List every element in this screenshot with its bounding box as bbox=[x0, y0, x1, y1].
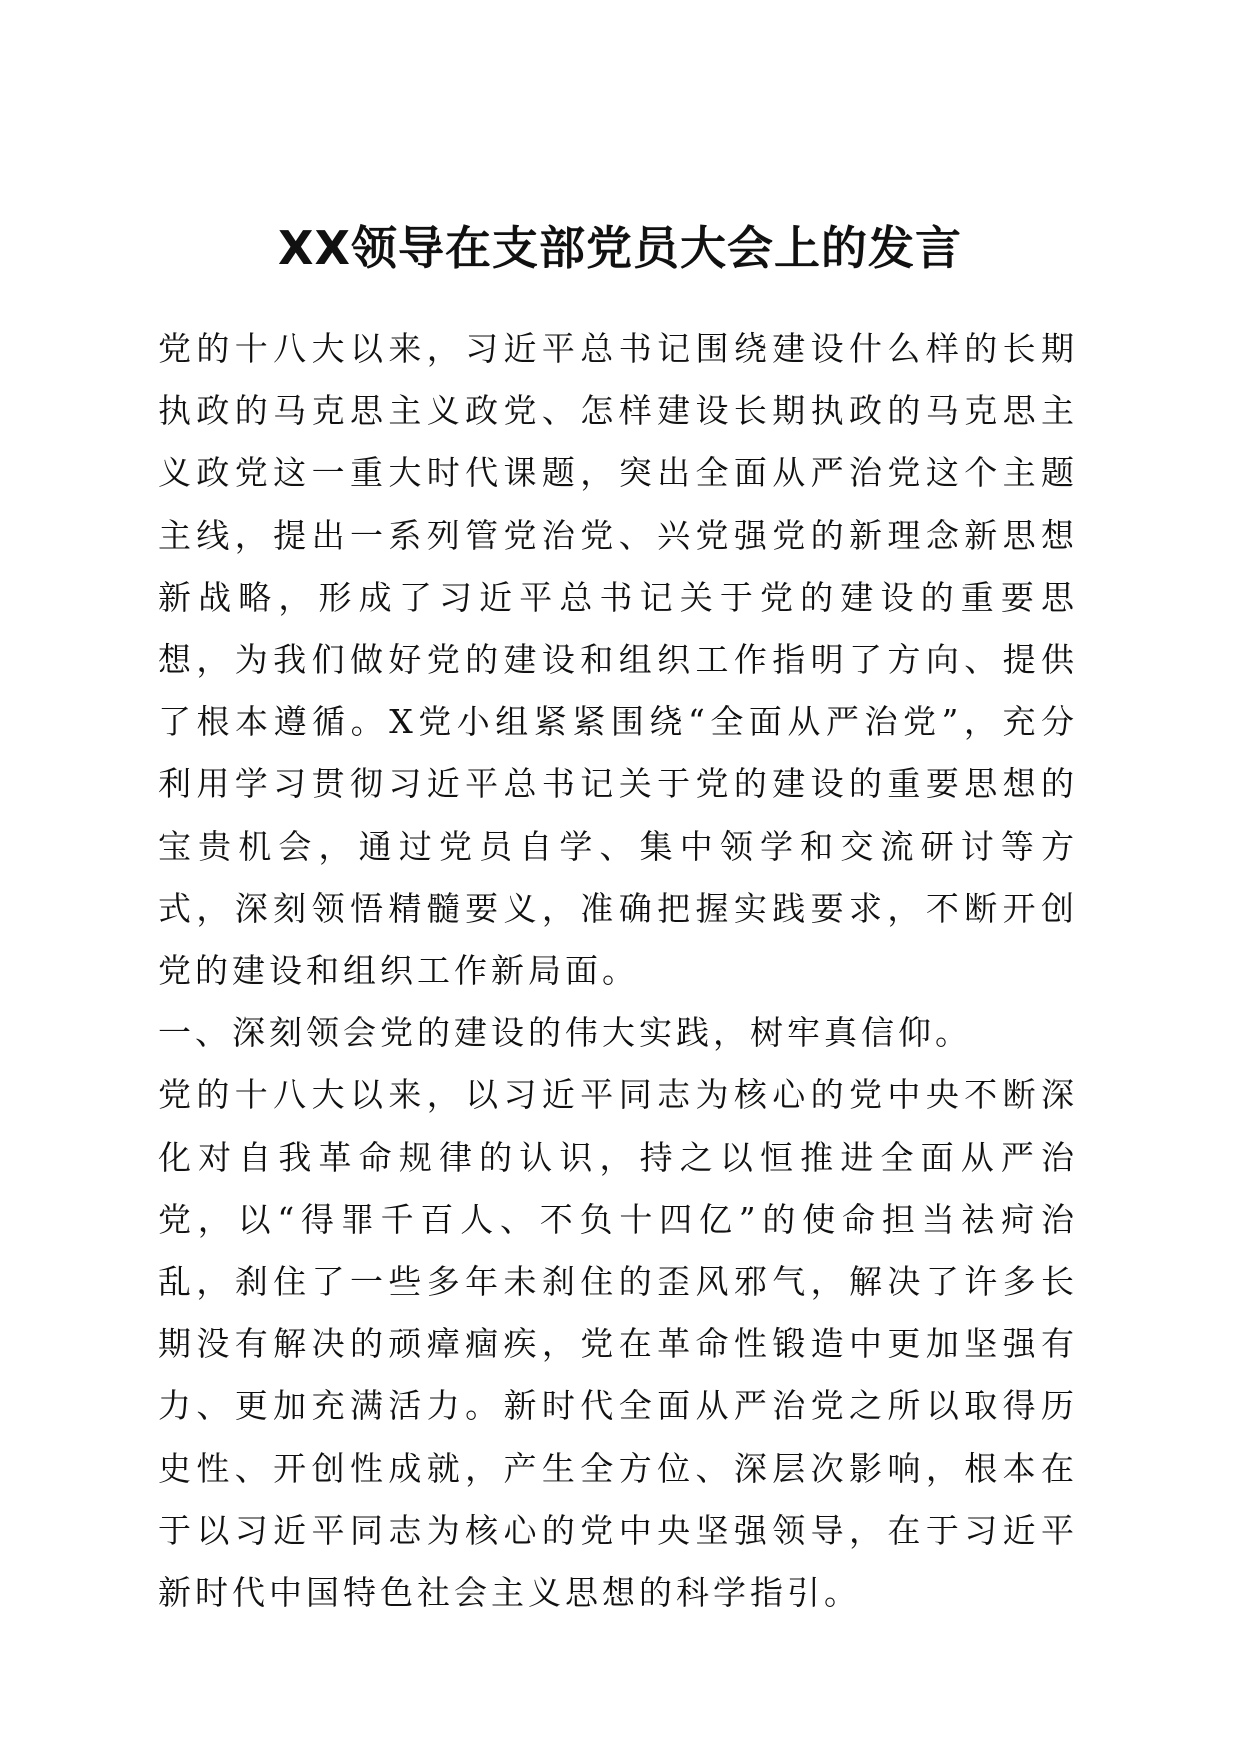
document-body bbox=[158, 318, 1078, 1624]
section-heading-1: 一、深刻领会党的建设的伟大实践，树牢真信仰。 bbox=[158, 1013, 972, 1053]
paragraph-section-1: 党的十八大以来，以习近平同志为核心的党中央不断深化对自我革命规律的认识，持之以恒推进全面从严治党，以“得罪千百人、不负十四亿”的使命担当祛疴治乱，刹住了一些多年未刹住的歪风邪气，解决了许多长期没有解决的顽瘴痼疾，党在革命性锻造中更加坚强有力、更加充满活力。新时代全面从严治党之所以取得历史性、开创性成就，产生全方位、深层次影响，根本在于以习近平同志为核心的党中央坚强领导，在于习近平新时代中国特色社会主义思想的科学指引。 bbox=[158, 1075, 1078, 1613]
paragraph-intro: 党的十八大以来，习近平总书记围绕建设什么样的长期执政的马克思主义政党、怎样建设长期执政的马克思主义政党这一重大时代课题，突出全面从严治党这个主题主线，提出一系列管党治党、兴党强党的新理念新思想新战略，形成了习近平总书记关于党的建设的重要思想，为我们做好党的建设和组织工作指明了方向、提供了根本遵循。X党小组紧紧围绕“全面从严治党”，充分利用学习贯彻习近平总书记关于党的建设的重要思想的宝贵机会，通过党员自学、集中领学和交流研讨等方式，深刻领悟精髓要义，准确把握实践要求，不断开创党的建设和组织工作新局面。 bbox=[158, 329, 1078, 991]
document-title: XX领导在支部党员大会上的发言 bbox=[278, 221, 962, 275]
